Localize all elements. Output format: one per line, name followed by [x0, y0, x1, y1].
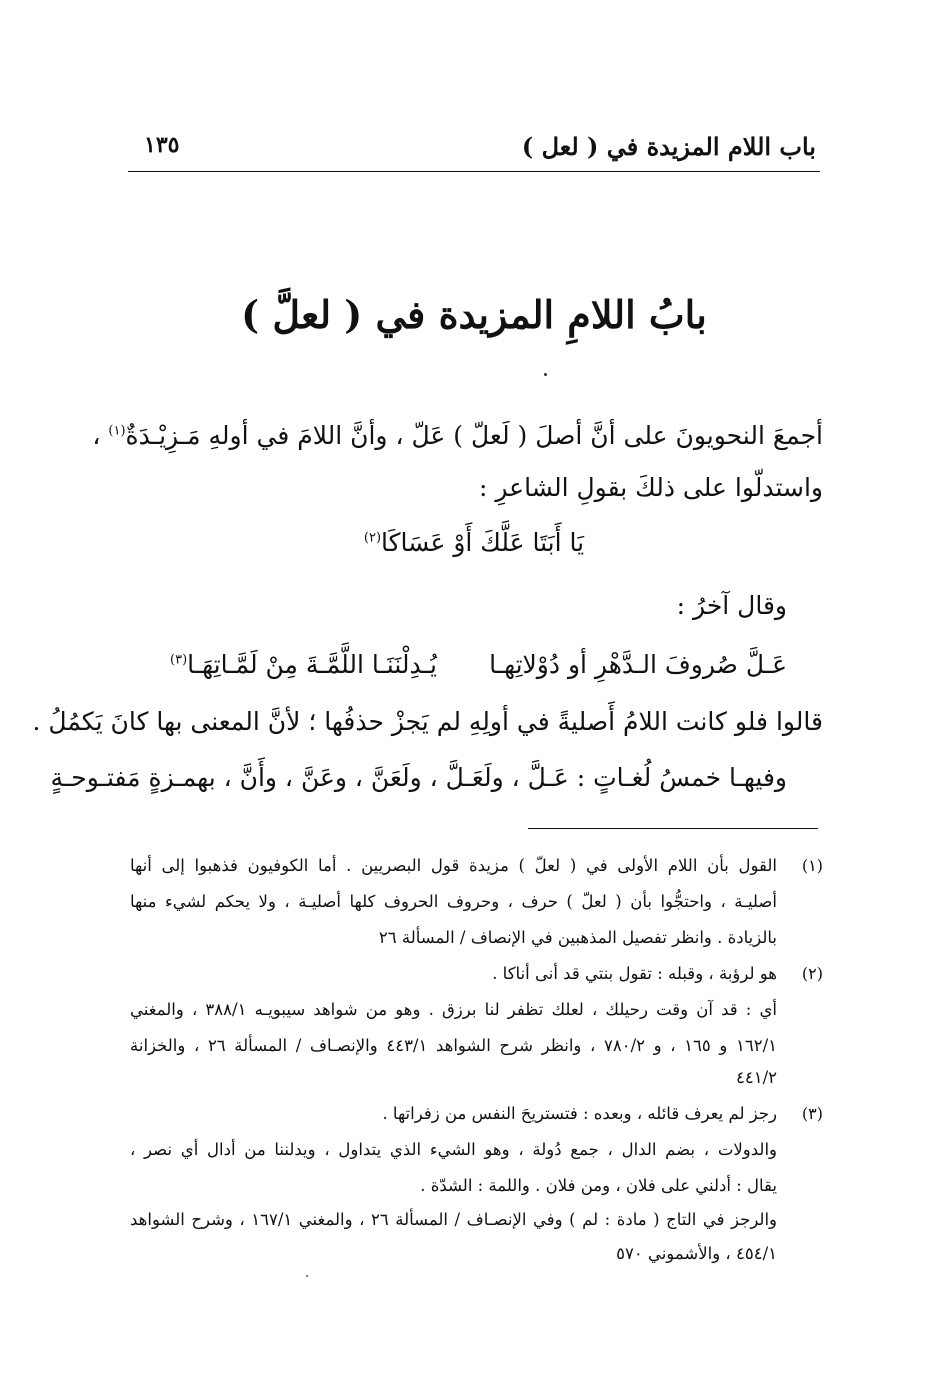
footnote-2-line-3: ١٦٢/١ و ١٦٥ ، و ٧٨٠/٢ ، وانظر شرح الشواهد ٤٤٣/١ والإنصـاف / المسألة ٢٦ ، والخزانة — [130, 1036, 777, 1055]
paragraph-3: قالوا فلو كانت اللامُ أَصليةً في أولِهِ لم يَجزْ حذفُها ؛ لأنَّ المعنى بها كانَ يَكمُلُ . — [32, 707, 823, 736]
footnote-ref-3: (٣) — [170, 652, 188, 668]
footnote-1-line-1: القول بأن اللام الأولى في ( لعلّ ) مزيدة قول البصريين . أما الكوفيون فذهبوا إلى أنها — [130, 856, 777, 875]
paragraph-1-line-1 — [92, 420, 823, 453]
paragraph-2: وقال آخرُ : — [676, 591, 787, 620]
footnote-1-marker: (١) — [801, 856, 823, 875]
footnote-3-line-5: ٤٥٤/١ ، والأشموني ٥٧٠ — [616, 1244, 777, 1263]
footnote-ref-1: (١) — [108, 423, 126, 439]
footnote-3-line-3: يقال : أدلني على فلان ، ومن فلان . واللمة : الشدّة . — [420, 1176, 777, 1195]
paragraph-1-line-1-end: ، — [92, 421, 109, 450]
footnote-2-marker: (٢) — [801, 964, 823, 983]
running-title: باب اللام المزيدة في ( لعل ) — [521, 132, 816, 161]
paragraph-1-line-1-text: أجمعَ النحويونَ على أنَّ أصلَ ( لَعلّ ) عَلّ ، وأنَّ اللامَ في أولهِ مَـزِيْـدَةٌ — [125, 421, 823, 450]
paragraph-1-line-2: واستدلّوا على ذلكَ بقولِ الشاعرِ : — [479, 473, 823, 502]
print-speck — [544, 373, 547, 376]
footnote-rule — [528, 828, 818, 829]
verse-2-second-hemistich — [170, 650, 437, 679]
print-speck-bottom — [306, 1275, 308, 1277]
footnote-2-line-4: ٤٤١/٢ — [735, 1068, 777, 1087]
verse-1-text: يَا أَبَتَا عَلَّكَ أَوْ عَسَاكَا — [381, 528, 585, 557]
verse-1 — [128, 528, 820, 557]
footnote-3-marker: (٣) — [801, 1104, 823, 1123]
footnote-2-line-2: أي : قد آن وقت رحيلك ، لعلك تظفر لنا برزق . وهو من شواهد سيبويـه ٣٨٨/١ ، والمغني — [130, 1000, 777, 1019]
footnote-ref-2: (٢) — [363, 530, 382, 546]
footnote-1-line-3: بالزيادة . وانظر تفصيل المذهبين في الإنصاف / المسألة ٢٦ — [378, 928, 777, 947]
footnote-1-line-2: أصليـة ، واحتجُّوا بأن ( لعلّ ) حرف ، وحروف الحروف كلها أصليـة ، ولا يحكم لشيء منها — [130, 892, 777, 911]
footnote-3-line-2: والدولات ، بضم الدال ، جمع دُولة ، وهو الشيء الذي يتداول ، ويدلننا من أدال أي نصر ، — [130, 1140, 777, 1159]
footnote-2-line-1: هو لرؤبة ، وقبله : تقول بنتي قد أنى أناكا . — [492, 964, 777, 983]
verse-2-second-hemistich-text: يُـدِلْنَنَـا اللَّمَّـةَ مِنْ لَمَّـاتِهَـا — [187, 650, 437, 679]
footnote-3-line-4: والرجز في التاج ( مادة : لم ) وفي الإنصـاف / المسألة ٢٦ ، والمغني ١٦٧/١ ، وشرح الشواهد — [130, 1210, 777, 1229]
paragraph-4: وفيهـا خمسُ لُغـاتٍ : عَـلَّ ، ولَعَـلَّ ، ولَعَنَّ ، وعَنَّ ، وأَنَّ ، بهمـزةٍ مَفتـوحـةٍ — [50, 763, 787, 792]
footnote-3-line-1: رجز لم يعرف قائله ، وبعده : فتستريحَ النفس من زفراتها . — [382, 1104, 777, 1123]
header-rule — [128, 171, 820, 172]
chapter-title: بابُ اللامِ المزيدة في ( لعلَّ ) — [241, 292, 707, 337]
page-number: ١٣٥ — [144, 132, 180, 158]
verse-2-first-hemistich: عَـلَّ صُروفَ الـدَّهْرِ أو دُوْلاتِهـا — [489, 650, 787, 679]
running-header — [128, 130, 820, 170]
